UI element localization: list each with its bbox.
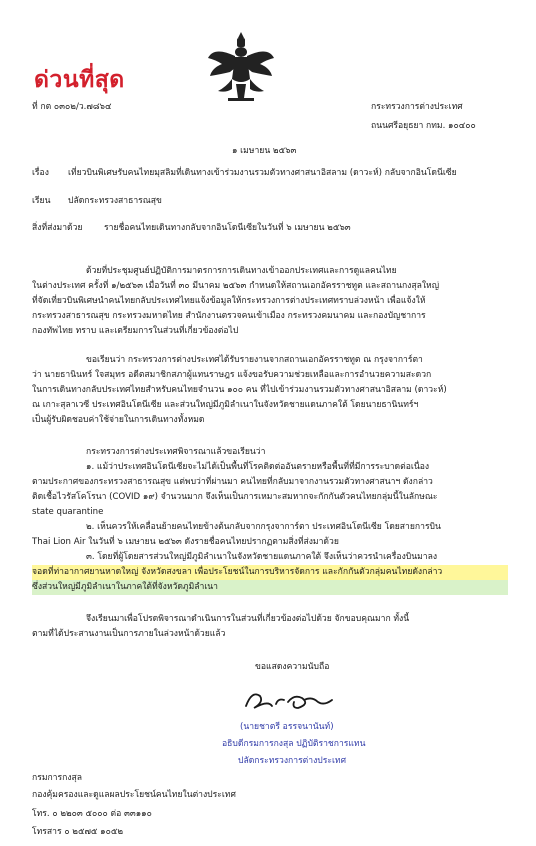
signer-title-1: อธิบดีกรมการกงสุล ปฏิบัติราชการแทน [222,739,366,749]
paragraph-line: จึงเรียนมาเพื่อโปรดพิจารณาดำเนินการในส่วนที่เกี่ยวข้องต่อไปด้วย จักขอบคุณมาก ทั้งนี้ [86,614,410,624]
signer-title-2: ปลัดกระทรวงการต่างประเทศ [238,756,347,766]
paragraph-line: กระทรวงการต่างประเทศพิจารณาแล้วขอเรียนว่า [86,447,266,457]
paragraph-line: ในการเดินทางกลับประเทศไทยสำหรับคนไทยจำนวน ๑๐๐ คน ที่ไปเข้าร่วมงานรวมตัวทางศาสนาอิสลาม (ดาวะห์) [32,385,447,395]
signer-name: (นายชาตรี อรรจนานันท์) [240,722,334,732]
paragraph-line: ว่า นายธานินทร์ ใจสมุทร อดีตสมาชิกสภาผู้แทนราษฎร แจ้งขอรับความช่วยเหลือและการอำนวยความสะดวก [32,370,432,380]
paragraph-line: ขอเรียนว่า กระทรวงการต่างประเทศได้รับรายงานจากสถานเอกอัครราชทูต ณ กรุงจาการ์ตา [86,355,423,365]
paragraph-line: ณ เกาะสุลาเวซี ประเทศอินโดนีเซีย และส่วนใหญ่มีภูมิลำเนาในจังหวัดชายแดนภาคใต้ โดยนายธานินทร์ฯ [32,400,419,410]
paragraph-line: ที่จัดเที่ยวบินพิเศษนำคนไทยกลับประเทศไทยแจ้งข้อมูลให้กระทรวงการต่างประเทศทราบล่วงหน้า เพื่อแจ้งให้ [32,296,426,306]
footer-division: กองคุ้มครองและดูแลผลประโยชน์คนไทยในต่างประเทศ [32,790,236,800]
footer-telephone: โทร. ๐ ๒๒๐๓ ๕๐๐๐ ต่อ ๓๓๑๑๐ [32,809,152,819]
reference-number: ที่ กต ๐๓๐๒/ว.๗๘๖๔ [32,102,112,112]
issuer-address: ถนนศรีอยุธยา กทม. ๑๐๔๐๐ [371,121,476,131]
paragraph-line: กระทรวงสาธารณสุข กระทรวงมหาดไทย สำนักงานตรวจคนเข้าเมือง กระทรวงคมนาคม และกองบัญชาการ [32,311,426,321]
paragraph-3 [32,445,508,595]
issuer-ministry: กระทรวงการต่างประเทศ [371,102,463,112]
enclosure-label: สิ่งที่ส่งมาด้วย [32,223,83,233]
paragraph-line: ตามประกาศของกระทรวงสาธารณสุข แต่พบว่าที่ผ่านมา คนไทยที่กลับมาจากงานรวมตัวทางศาสนาฯ ดังกล่าว [32,477,433,487]
subject-label: เรื่อง [32,168,49,178]
letter-date: ๑ เมษายน ๒๕๖๓ [232,146,297,156]
paragraph-line: ในต่างประเทศ ครั้งที่ ๑/๒๕๖๓ เมื่อวันที่ ๓๐ มีนาคม ๒๕๖๓ กำหนดให้สถานเอกอัครราชทูต และสถานกงสุลใหญ่ [32,281,440,291]
footer-fax: โทรสาร ๐ ๒๕๗๕ ๑๐๕๒ [32,827,124,837]
garuda-emblem-icon [204,28,278,104]
paragraph-line: ติดเชื้อไวรัสโคโรนา (COVID ๑๙) จำนวนมาก จึงเห็นเป็นการเหมาะสมหากจะกักกันตัวคนไทยกลุ่มนี้ในลักษณะ [32,492,438,502]
paragraph-line: state quarantine [32,507,104,517]
to-text: ปลัดกระทรวงสาธารณสุข [68,196,162,206]
paragraph-line: ตามที่ได้ประสานงานเป็นการภายในล่วงหน้าด้วยแล้ว [32,629,226,639]
paragraph-line: ๒. เห็นควรให้เคลื่อนย้ายคนไทยข้างต้นกลับจากกรุงจาการ์ตา ประเทศอินโดนีเซีย โดยสายการบิน [86,522,441,532]
paragraph-line-highlighted: จอดที่ท่าอากาศยานหาดใหญ่ จังหวัดสงขลา เพื่อประโยชน์ในการบริหารจัดการ และกักกันตัวกลุ่มคนไทยดังกล่าว [32,565,508,580]
urgency-stamp: ด่วนที่สุด [34,67,125,93]
footer-department: กรมการกงสุล [32,773,83,783]
paragraph-1 [32,264,508,339]
subject-text: เที่ยวบินพิเศษรับคนไทยมุสลิมที่เดินทางเข้าร่วมงานรวมตัวทางศาสนาอิสลาม (ดาวะห์) กลับจากอินโดนีเซีย [68,168,457,178]
signature-icon [238,684,338,718]
paragraph-4 [32,612,508,642]
to-label: เรียน [32,196,51,206]
paragraph-line: ๑. แม้ว่าประเทศอินโดนีเซียจะไม่ได้เป็นพื้นที่โรคติดต่ออันตรายหรือพื้นที่ที่มีการระบาดต่อเนื่อง [86,462,430,472]
paragraph-line: Thai Lion Air ในวันที่ ๖ เมษายน ๒๕๖๓ ดังรายชื่อคนไทยปรากฏตามสิ่งที่ส่งมาด้วย [32,537,339,547]
paragraph-line: ๓. โดยที่ผู้โดยสารส่วนใหญ่มีภูมิลำเนาในจังหวัดชายแดนภาคใต้ จึงเห็นว่าควรนำเครื่องบินมาลง [86,552,438,562]
paragraph-2 [32,353,508,428]
paragraph-line: กองทัพไทย ทราบ และเตรียมการในส่วนที่เกี่ยวข้องต่อไป [32,326,239,336]
paragraph-line-highlighted: ซึ่งส่วนใหญ่มีภูมิลำเนาในภาคใต้ที่จังหวัดภูมิลำเนา [32,580,508,595]
enclosure-text: รายชื่อคนไทยเดินทางกลับจากอินโดนีเซียในวันที่ ๖ เมษายน ๒๕๖๓ [104,223,351,233]
paragraph-line: เป็นผู้รับผิดชอบค่าใช้จ่ายในการเดินทางทั้งหมด [32,415,205,425]
closing-text: ขอแสดงความนับถือ [255,662,330,672]
paragraph-line: ด้วยที่ประชุมศูนย์ปฏิบัติการมาตรการการเดินทางเข้าออกประเทศและการดูแลคนไทย [86,266,397,276]
